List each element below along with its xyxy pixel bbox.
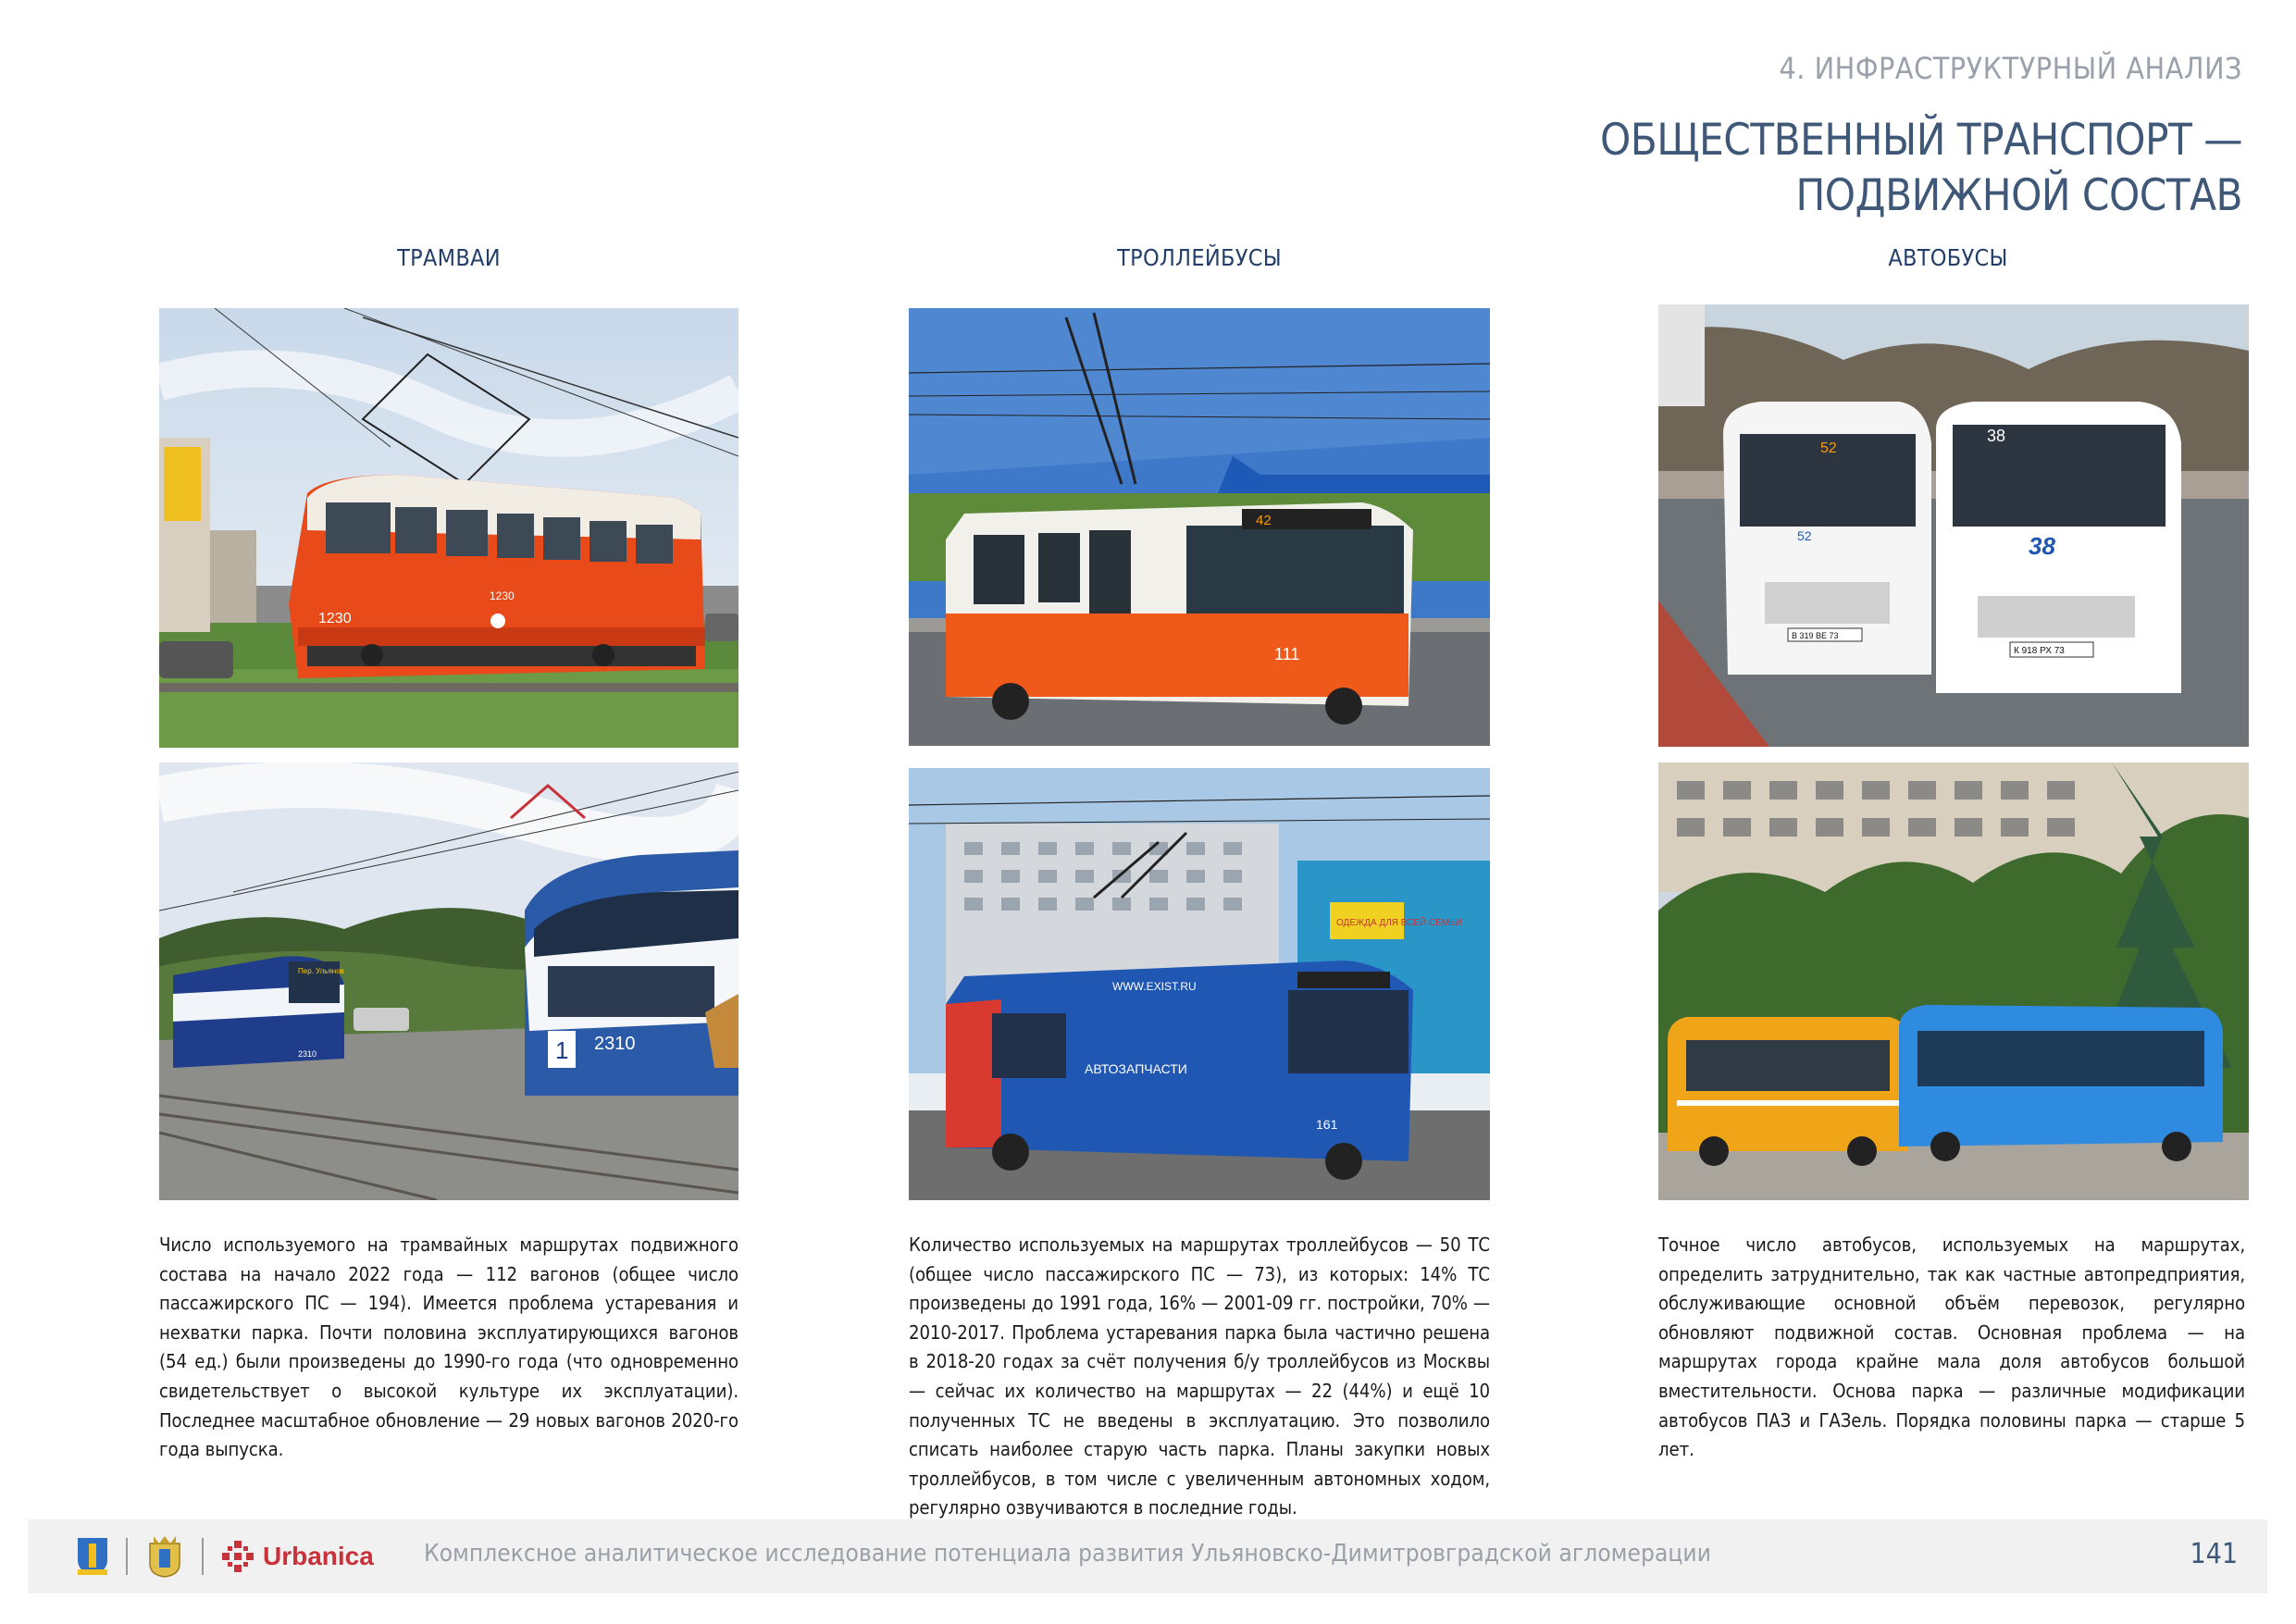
page-number: 141 bbox=[2190, 1538, 2238, 1570]
page-title-line-1: ОБЩЕСТВЕННЫЙ ТРАНСПОРТ — bbox=[1599, 115, 2242, 166]
bus-2-route-sign: 38 bbox=[1987, 427, 2006, 445]
bus-1-license-plate: В 319 ВЕ 73 bbox=[1792, 631, 1839, 640]
trolley-2-ad-text: АВТОЗАПЧАСТИ bbox=[1085, 1061, 1187, 1076]
tram-2-front-number: 1 bbox=[555, 1036, 569, 1064]
tram-photo-2 bbox=[159, 762, 738, 1200]
buses-description: Точное число автобусов, используемых на маршрутах, определить затруднительно, так как частные автопредприятия, обслуживающие основной объём перевозок, регулярно обновляют подвижной состав. Основная проблема — на маршрутах города крайне мала доля автобусов большой вместительности. Основа парка — различные модификации автобусов ПАЗ и ГАЗель. Порядка половины парка — старше 5 лет. bbox=[1658, 1233, 2245, 1461]
bus-2-route-plate: 38 bbox=[2029, 532, 2055, 560]
page-title bbox=[1600, 113, 2242, 224]
footer bbox=[28, 1519, 2267, 1593]
tram-1-side-number: 1230 bbox=[490, 589, 515, 602]
tram-2-side-number: 2310 bbox=[594, 1034, 636, 1054]
trolley-2-number: 161 bbox=[1316, 1117, 1338, 1132]
footer-separator bbox=[202, 1538, 204, 1575]
urbanica-brand: Urbanica bbox=[263, 1542, 374, 1570]
urbanica-logo-icon bbox=[220, 1539, 255, 1574]
page-title-line-2: ПОДВИЖНОЙ СОСТАВ bbox=[1795, 170, 2242, 221]
column-title-trams: ТРАМВАИ bbox=[397, 244, 501, 271]
city-coat-of-arms-icon bbox=[76, 1536, 109, 1577]
region-coat-of-arms-icon bbox=[144, 1534, 185, 1579]
bus-photo-1 bbox=[1658, 304, 2249, 747]
tram-2-route-sign: Пер. Ульянов bbox=[298, 967, 344, 975]
column-title-buses: АВТОБУСЫ bbox=[1888, 244, 2008, 271]
bus-photo-2 bbox=[1658, 762, 2249, 1200]
tram-photo-1 bbox=[159, 308, 738, 748]
trolleybus-photo-1 bbox=[909, 308, 1490, 746]
trolley-1-route-number: 42 bbox=[1256, 513, 1272, 528]
footer-logos bbox=[76, 1532, 374, 1581]
footer-project-title: Комплексное аналитическое исследование потенциала развития Ульяновско-Димитровградской агломерации bbox=[424, 1540, 1711, 1568]
bus-1-route-plate: 52 bbox=[1797, 528, 1812, 543]
trams-description: Число используемого на трамвайных маршрутах подвижного состава на начало 2022 года — 112 вагонов (общее число пассажирского ПС — 194). Имеется проблема устаревания и нехватки парка. Почти половина эксплуатирующихся вагонов (54 ед.) были произведены до 1990-го года (что одновременно свидетельствует о высокой культуре их эксплуатации). Последнее масштабное обновление — 29 новых вагонов 2020-го года выпуска. bbox=[159, 1233, 738, 1461]
footer-separator bbox=[126, 1538, 128, 1575]
trolleybuses-description: Количество используемых на маршрутах троллейбусов — 50 ТС (общее число пассажирского ПС — 73), из которых: 14% ТС произведены до 1991 года, 16% — 2001-09 гг. постройки, 70% — 2010-2017. Проблема устаревания парка была частично решена в 2018-20 годах за счёт получения б/у троллейбусов из Москвы — сейчас их количество на маршрутах — 22 (44%) и ещё 10 полученных ТС не введены в эксплуатацию. Это позволило списать наиболее старую часть парка. Планы закупки новых троллейбусов, в том числе с увеличенным автономных ходом, регулярно озвучиваются в последние годы. bbox=[909, 1233, 1490, 1519]
column-title-trolleybuses: ТРОЛЛЕЙБУСЫ bbox=[1117, 244, 1282, 271]
trolleybus-photo-2 bbox=[909, 768, 1490, 1200]
trolley-1-number: 111 bbox=[1274, 645, 1300, 663]
section-label: 4. ИНФРАСТРУКТУРНЫЙ АНАЛИЗ bbox=[1779, 51, 2242, 86]
bus-1-route-sign: 52 bbox=[1820, 440, 1837, 456]
trolley-2-roof-sign: ОДЕЖДА ДЛЯ ВСЕЙ СЕМЬИ bbox=[1336, 918, 1462, 928]
tram-1-front-number: 1230 bbox=[318, 611, 352, 626]
bus-2-license-plate: К 918 РХ 73 bbox=[2014, 646, 2065, 656]
tram-2-small-number: 2310 bbox=[298, 1049, 317, 1059]
trolley-2-website: WWW.EXIST.RU bbox=[1112, 980, 1197, 993]
